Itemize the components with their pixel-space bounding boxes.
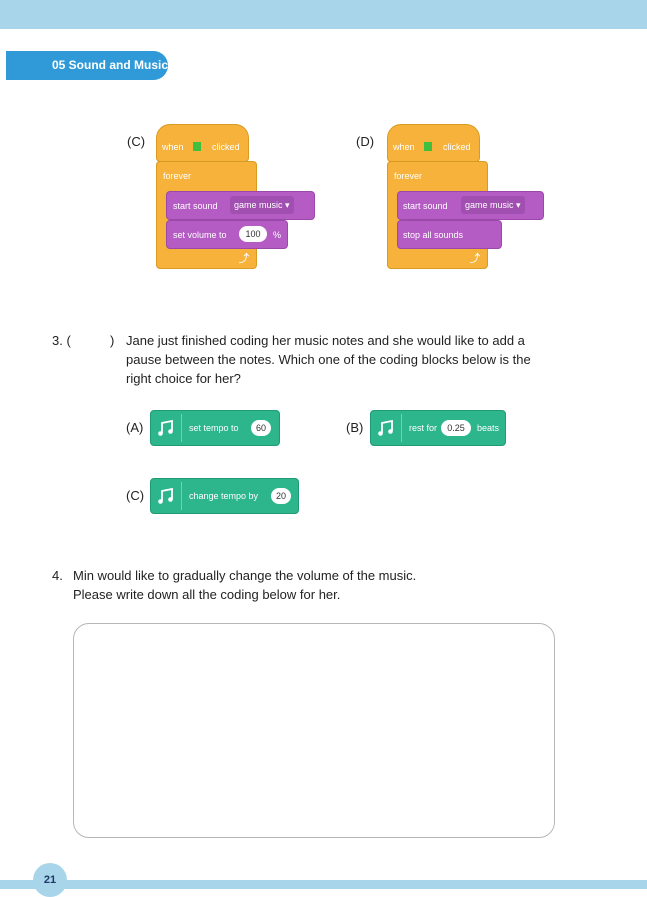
block-text: set tempo to	[189, 423, 239, 433]
volume-value: 100	[239, 226, 267, 242]
sound-name: game music	[465, 200, 514, 210]
start-sound-block	[397, 191, 544, 220]
answer-box[interactable]	[73, 623, 555, 838]
tempo-value: 60	[251, 420, 271, 436]
clicked-text: clicked	[212, 142, 240, 152]
icon-divider	[181, 414, 182, 442]
start-sound-text: start sound	[173, 201, 218, 211]
question3-line1: Jane just finished coding her music notes and she would like to add a	[126, 333, 525, 348]
set-volume-block	[166, 220, 288, 249]
green-flag-icon	[424, 142, 432, 151]
green-flag-icon	[193, 142, 201, 151]
sound-dropdown: game music ▾	[230, 196, 294, 214]
top-banner	[0, 0, 647, 29]
percent-sign: %	[273, 230, 282, 240]
option-b-label: (B)	[346, 420, 364, 435]
icon-divider	[181, 482, 182, 510]
question3-line2: pause between the notes. Which one of the coding blocks below is the	[126, 352, 531, 367]
question3-line3: right choice for her?	[126, 371, 241, 386]
loop-arrow-icon: ⤴	[470, 254, 480, 265]
rest-for-block	[370, 410, 506, 446]
stop-all-sounds-block	[397, 220, 502, 249]
forever-text: forever	[163, 171, 192, 181]
block-text: rest for	[409, 423, 438, 433]
question4-line2: Please write down all the coding below for her.	[73, 587, 341, 602]
option-c2-label: (C)	[126, 488, 145, 503]
sound-dropdown: game music ▾	[461, 196, 525, 214]
question3-number: 3. (	[52, 333, 71, 348]
chapter-tab: 05 Sound and Music	[6, 51, 168, 80]
when-flag-clicked-block	[156, 124, 249, 162]
sound-name: game music	[234, 200, 283, 210]
start-sound-text: start sound	[403, 201, 448, 211]
when-text: when	[393, 142, 415, 152]
beats-text: beats	[477, 423, 500, 433]
block-text: change tempo by	[189, 491, 259, 501]
rest-value: 0.25	[441, 420, 471, 436]
bottom-banner	[0, 880, 647, 889]
option-a-label: (A)	[126, 420, 144, 435]
start-sound-block	[166, 191, 315, 220]
forever-text: forever	[394, 171, 423, 181]
clicked-text: clicked	[443, 142, 471, 152]
icon-divider	[401, 414, 402, 442]
loop-arrow-icon: ⤴	[239, 254, 249, 265]
stop-all-text: stop all sounds	[403, 230, 464, 240]
music-note-icon	[156, 417, 178, 439]
change-tempo-block	[150, 478, 299, 514]
question3-answer-paren: )	[110, 333, 115, 348]
music-note-icon	[156, 485, 178, 507]
when-flag-clicked-block	[387, 124, 480, 162]
question4-number: 4.	[52, 568, 63, 583]
question4-line1: Min would like to gradually change the volume of the music.	[73, 568, 417, 583]
tempo-change-value: 20	[271, 488, 291, 504]
page-number: 21	[33, 863, 67, 897]
option-d-label: (D)	[356, 134, 375, 149]
option-c-label: (C)	[127, 134, 146, 149]
set-tempo-block	[150, 410, 280, 446]
set-volume-text: set volume to	[173, 230, 227, 240]
when-text: when	[162, 142, 184, 152]
music-note-icon	[376, 417, 398, 439]
